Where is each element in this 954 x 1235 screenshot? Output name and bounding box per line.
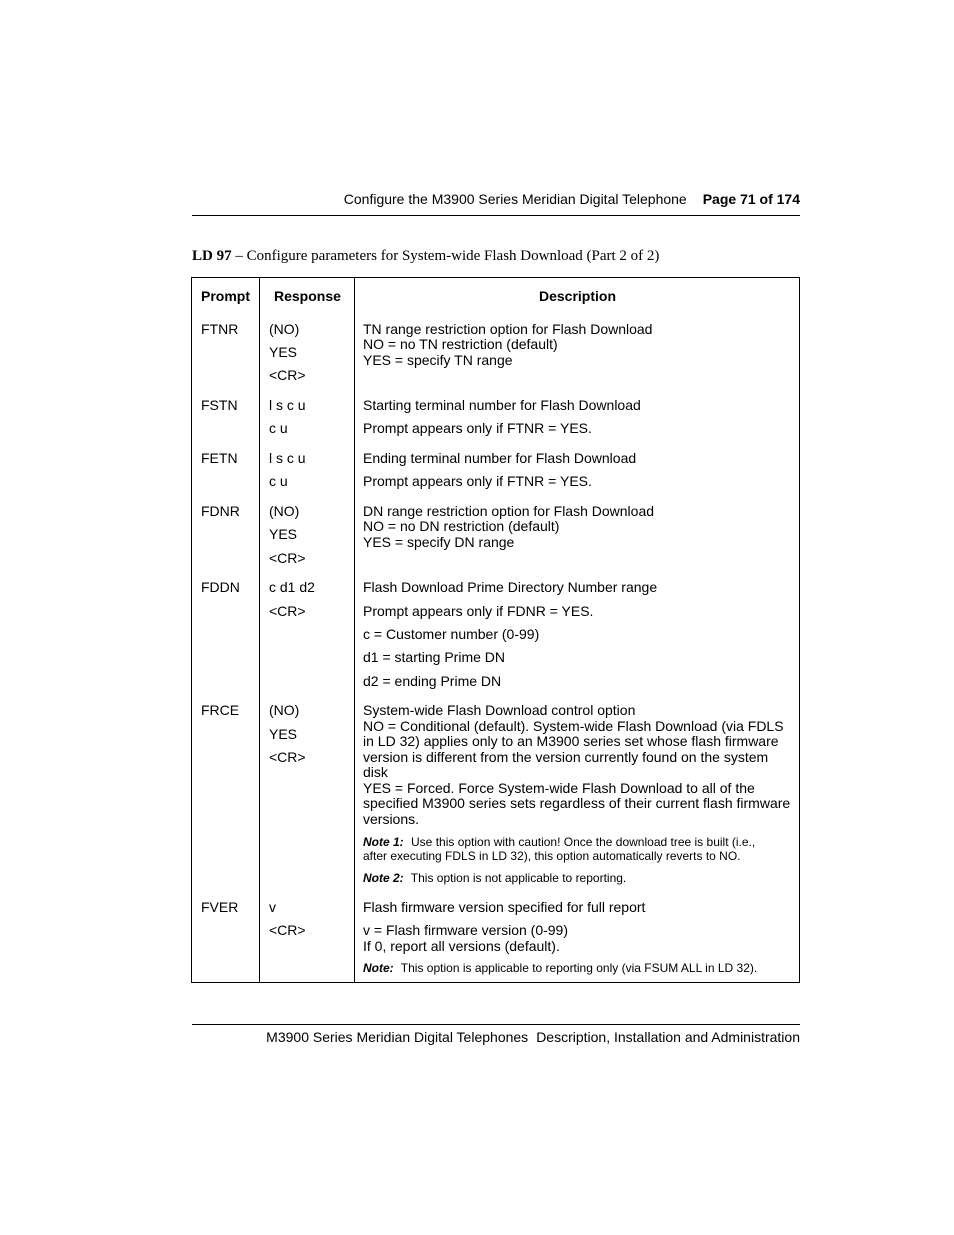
header-prompt: Prompt: [201, 288, 250, 304]
prompt-fddn: FDDN: [201, 579, 240, 595]
description: YES = specify TN range: [363, 352, 513, 368]
prompt-fstn: FSTN: [201, 397, 238, 413]
response: <CR>: [269, 550, 306, 566]
prompt-fetn: FETN: [201, 450, 238, 466]
note-text: Use this option with caution! Once the download tree is built (i.e.,: [411, 835, 756, 849]
response: c u: [269, 473, 288, 489]
response: (NO): [269, 321, 300, 337]
response: YES: [269, 526, 298, 542]
page-number: Page 71 of 174: [702, 191, 800, 207]
description: specified M3900 series sets regardless of their current flash firmware: [363, 795, 791, 811]
table-caption: [192, 248, 812, 265]
prompt-fdnr: FDNR: [201, 503, 240, 519]
description: versions.: [363, 811, 420, 827]
description: Flash Download Prime Directory Number range: [363, 579, 658, 595]
response: c d1 d2: [269, 579, 315, 595]
response: l s c u: [269, 450, 306, 466]
description: d1 = starting Prime DN: [363, 649, 505, 665]
description: in LD 32) applies only to an M3900 series set whose flash firmware: [363, 733, 779, 749]
running-footer: [192, 1024, 800, 1045]
description: Ending terminal number for Flash Download: [363, 450, 637, 466]
prompt-frce: FRCE: [201, 702, 240, 718]
caption-text: – Configure parameters for System-wide Flash Download (Part 2 of 2): [231, 248, 660, 264]
response: v: [269, 899, 276, 915]
description: Starting terminal number for Flash Download: [363, 397, 641, 413]
description: If 0, report all versions (default).: [363, 938, 560, 954]
description: YES = Forced. Force System-wide Flash Download to all of the: [363, 780, 755, 796]
response: <CR>: [269, 603, 306, 619]
running-header: [192, 191, 800, 216]
note-label: Note 1:: [363, 835, 404, 849]
description: disk: [363, 764, 388, 780]
description: Flash firmware version specified for full report: [363, 899, 646, 915]
description: c = Customer number (0-99): [363, 626, 540, 642]
caption-label: LD 97: [192, 248, 232, 264]
note-text: This option is not applicable to reporting.: [410, 871, 627, 885]
description: TN range restriction option for Flash Download: [363, 321, 653, 337]
response: l s c u: [269, 397, 306, 413]
header-description: Description: [538, 288, 616, 304]
description: v = Flash firmware version (0-99): [363, 922, 569, 938]
header-title: Configure the M3900 Series Meridian Digital Telephone: [343, 191, 687, 207]
description: Prompt appears only if FTNR = YES.: [363, 473, 592, 489]
description: version is different from the version currently found on the system: [363, 749, 769, 765]
response: c u: [269, 420, 288, 436]
description: NO = no TN restriction (default): [363, 336, 558, 352]
description: DN range restriction option for Flash Download: [363, 503, 655, 519]
column-divider: [354, 278, 355, 982]
column-divider: [259, 278, 260, 982]
parameter-table: [191, 277, 800, 983]
response: <CR>: [269, 922, 306, 938]
note-label: Note 2:: [363, 871, 404, 885]
response: (NO): [269, 702, 300, 718]
description: NO = no DN restriction (default): [363, 518, 560, 534]
response: (NO): [269, 503, 300, 519]
footer-right: Description, Installation and Administration: [536, 1029, 800, 1045]
note-text: after executing FDLS in LD 32), this option automatically reverts to NO.: [363, 849, 741, 863]
description: d2 = ending Prime DN: [363, 673, 502, 689]
description: YES = specify DN range: [363, 534, 515, 550]
description: Prompt appears only if FTNR = YES.: [363, 420, 592, 436]
note: [363, 835, 755, 849]
prompt-ftnr: FTNR: [201, 321, 239, 337]
note-text: This option is applicable to reporting only (via FSUM ALL in LD 32).: [400, 961, 758, 975]
response: <CR>: [269, 367, 306, 383]
note: [363, 871, 626, 885]
note: [363, 961, 757, 975]
prompt-fver: FVER: [201, 899, 239, 915]
header-response: Response: [274, 288, 341, 304]
response: YES: [269, 726, 298, 742]
description: NO = Conditional (default). System-wide Flash Download (via FDLS: [363, 718, 784, 734]
response: <CR>: [269, 749, 306, 765]
description: System-wide Flash Download control option: [363, 702, 636, 718]
description: Prompt appears only if FDNR = YES.: [363, 603, 594, 619]
response: YES: [269, 344, 298, 360]
note-label: Note:: [363, 961, 394, 975]
footer-left: M3900 Series Meridian Digital Telephones: [266, 1029, 529, 1045]
